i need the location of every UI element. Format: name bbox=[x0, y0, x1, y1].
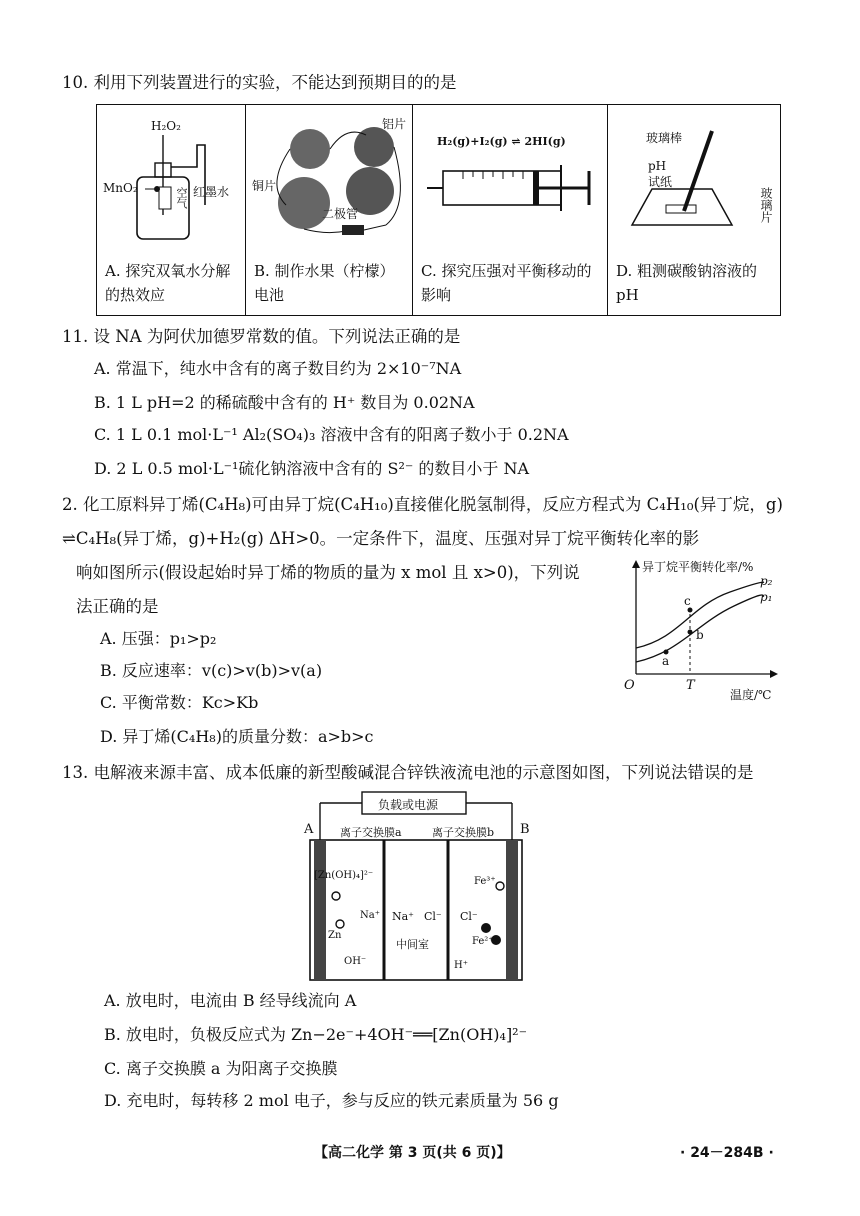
q11-option-d: D. 2 L 0.5 mol·L⁻¹硫化钠溶液中含有的 S²⁻ 的数目小于 NA bbox=[94, 459, 530, 478]
label-h2o2: H₂O₂ bbox=[151, 119, 181, 133]
species-cl-middle: Cl⁻ bbox=[424, 910, 442, 923]
conversion-graph bbox=[620, 556, 780, 702]
option-d-caption: D. 粗测碳酸钠溶液的pH bbox=[616, 262, 758, 304]
label-air: 空气 bbox=[175, 187, 188, 209]
label-diode: 二极管 bbox=[322, 207, 359, 221]
q12-stem-line-1: 2. 化工原料异丁烯(C₄H₈)可由异丁烷(C₄H₁₀)直接催化脱氢制得，反应方程式为 C₄H₁₀(异丁烷，g) bbox=[62, 495, 783, 514]
q13-option-b: B. 放电时，负极反应式为 Zn−2e⁻+4OH⁻══[Zn(OH)₄]²⁻ bbox=[104, 1025, 528, 1044]
point-a: a bbox=[662, 654, 670, 668]
graph-origin: O bbox=[624, 678, 635, 693]
q12-stem-line-2: ⇌C₄H₈(异丁烯，g)+H₂(g) ΔH>0。一定条件下，温度、压强对异丁烷平衡转化率的影 bbox=[62, 529, 700, 548]
membrane-a-label: 离子交换膜a bbox=[340, 826, 402, 839]
graph-tick-t: T bbox=[686, 678, 695, 693]
load-label: 负载或电源 bbox=[378, 798, 439, 812]
q11-option-c: C. 1 L 0.1 mol·L⁻¹ Al₂(SO₄)₃ 溶液中含有的阳离子数小于 0.2NA bbox=[94, 425, 569, 444]
q11-option-a: A. 常温下，纯水中含有的离子数目约为 2×10⁻⁷NA bbox=[94, 359, 462, 378]
q10-stem: 10. 利用下列装置进行的实验，不能达到预期目的的是 bbox=[62, 73, 457, 92]
q11-option-b: B. 1 L pH=2 的稀硫酸中含有的 H⁺ 数目为 0.02NA bbox=[94, 393, 475, 412]
option-c-caption: C. 探究压强对平衡移动的影响 bbox=[421, 262, 592, 304]
species-fe2: Fe²⁺ bbox=[472, 936, 494, 947]
middle-chamber-label: 中间室 bbox=[396, 938, 429, 951]
membrane-b-label: 离子交换膜b bbox=[432, 826, 495, 839]
species-fe3: Fe³⁺ bbox=[474, 876, 496, 887]
q12-option-c: C. 平衡常数：Kc>Kb bbox=[100, 693, 259, 712]
point-b: b bbox=[696, 628, 704, 642]
label-red-ink: 红墨水 bbox=[193, 185, 230, 199]
apparatus-b-drawing bbox=[246, 105, 412, 255]
battery-diagram bbox=[300, 790, 536, 986]
q10-experiment-table bbox=[96, 104, 781, 316]
label-glass-rod: 玻璃棒 bbox=[646, 131, 683, 145]
footer-code: · 24－284B · bbox=[680, 1145, 774, 1161]
species-zincate: [Zn(OH)₄]²⁻ bbox=[314, 870, 374, 881]
curve-label-p1: p₁ bbox=[760, 590, 773, 604]
label-test-paper: 试纸 bbox=[648, 175, 673, 189]
label-ph: pH bbox=[648, 159, 667, 173]
species-h: H⁺ bbox=[454, 960, 468, 971]
option-b-caption: B. 制作水果（柠檬）电池 bbox=[254, 262, 395, 304]
electrode-a-label: A bbox=[304, 822, 314, 837]
label-equilibrium: H₂(g)+I₂(g) ⇌ 2HI(g) bbox=[437, 135, 566, 148]
q13-option-d: D. 充电时，每转移 2 mol 电子，参与反应的铁元素质量为 56 g bbox=[104, 1091, 559, 1110]
q13-option-c: C. 离子交换膜 a 为阳离子交换膜 bbox=[104, 1059, 338, 1078]
apparatus-a-drawing bbox=[97, 105, 245, 255]
apparatus-c-drawing bbox=[413, 105, 607, 255]
option-a-caption: A. 探究双氧水分解的热效应 bbox=[105, 262, 231, 304]
species-zn: Zn bbox=[328, 930, 342, 941]
species-cl-right: Cl⁻ bbox=[460, 910, 478, 923]
q12-option-b: B. 反应速率：v(c)>v(b)>v(a) bbox=[100, 661, 323, 680]
q12-option-a: A. 压强：p₁>p₂ bbox=[100, 629, 217, 648]
label-aluminum: 铝片 bbox=[382, 117, 407, 131]
q11-stem: 11. 设 NA 为阿伏加德罗常数的值。下列说法正确的是 bbox=[62, 327, 461, 346]
label-mno2: MnO₂ bbox=[103, 181, 138, 195]
footer-page-info: 【高二化学 第 3 页(共 6 页)】 bbox=[314, 1145, 511, 1161]
curve-label-p2: p₂ bbox=[760, 574, 773, 588]
species-na-left: Na⁺ bbox=[360, 910, 380, 921]
label-glass-plate: 玻璃片 bbox=[759, 187, 773, 223]
species-oh: OH⁻ bbox=[344, 956, 367, 967]
graph-xlabel: 温度/℃ bbox=[730, 688, 772, 702]
point-c: c bbox=[684, 594, 691, 608]
q12-stem-line-4: 法正确的是 bbox=[76, 597, 159, 616]
q13-option-a: A. 放电时，电流由 B 经导线流向 A bbox=[104, 991, 357, 1010]
label-copper: 铜片 bbox=[252, 179, 277, 193]
species-na-middle: Na⁺ bbox=[392, 910, 414, 923]
q13-stem: 13. 电解液来源丰富、成本低廉的新型酸碱混合锌铁液流电池的示意图如图，下列说法错误的是 bbox=[62, 763, 754, 782]
q12-stem-line-3: 响如图所示(假设起始时异丁烯的物质的量为 x mol 且 x>0)，下列说 bbox=[76, 563, 580, 582]
graph-ylabel: 异丁烷平衡转化率/% bbox=[642, 560, 754, 574]
q12-option-d: D. 异丁烯(C₄H₈)的质量分数：a>b>c bbox=[100, 727, 374, 746]
apparatus-d-drawing bbox=[608, 105, 780, 255]
electrode-b-label: B bbox=[520, 822, 530, 837]
